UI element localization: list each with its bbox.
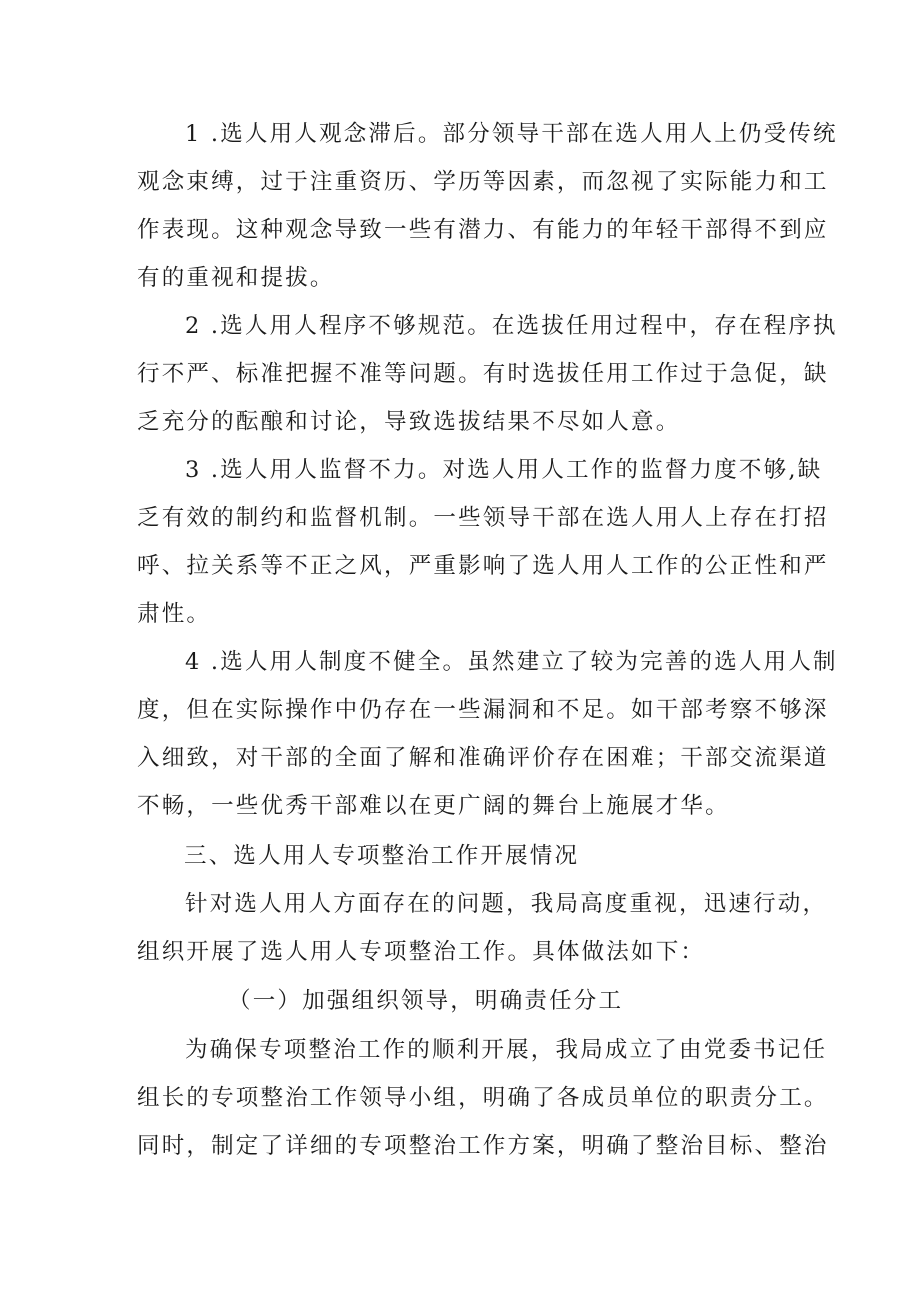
paragraph-2-line-1: 2 .选人用人程序不够规范。在选拔任用过程中，存在程序执 xyxy=(185,313,838,339)
paragraph-1-line-1: 1 .选人用人观念滞后。部分领导干部在选人用人上仍受传统 xyxy=(185,121,838,147)
paragraph-4-line-2: 度，但在实际操作中仍存在一些漏洞和不足。如干部考察不够深 xyxy=(137,697,829,723)
paragraph-6-line-3: 同时，制定了详细的专项整治工作方案，明确了整治目标、整治 xyxy=(137,1133,829,1159)
paragraph-1-line-2: 观念束缚，过于注重资历、学历等因素，而忽视了实际能力和工 xyxy=(137,169,829,195)
paragraph-5-line-1: 针对选人用人方面存在的问题，我局高度重视，迅速行动， xyxy=(185,891,828,917)
paragraph-1-line-3: 作表现。这种观念导致一些有潜力、有能力的年轻干部得不到应 xyxy=(137,217,829,243)
paragraph-4-line-1: 4 .选人用人制度不健全。虽然建立了较为完善的选人用人制 xyxy=(185,649,838,675)
paragraph-3-line-1: 3 .选人用人监督不力。对选人用人工作的监督力度不够,缺 xyxy=(185,457,823,483)
paragraph-2-line-3: 乏充分的酝酿和讨论，导致选拔结果不尽如人意。 xyxy=(137,409,681,435)
paragraph-2-line-2: 行不严、标准把握不准等问题。有时选拔任用工作过于急促，缺 xyxy=(137,361,829,387)
paragraph-3-line-4: 肃性。 xyxy=(137,601,212,627)
paragraph-6-line-2: 组长的专项整治工作领导小组，明确了各成员单位的职责分工。 xyxy=(137,1085,829,1111)
paragraph-6-line-1: 为确保专项整治工作的顺利开展，我局成立了由党委书记任 xyxy=(185,1037,828,1063)
subheading-1: （一）加强组织领导，明确责任分工 xyxy=(228,988,624,1014)
paragraph-3-line-2: 乏有效的制约和监督机制。一些领导干部在选人用人上存在打招 xyxy=(137,505,829,531)
paragraph-1-line-4: 有的重视和提拔。 xyxy=(137,265,335,291)
section-heading-3: 三、选人用人专项整治工作开展情况 xyxy=(184,843,580,869)
paragraph-5-line-2: 组织开展了选人用人专项整治工作。具体做法如下： xyxy=(137,939,706,965)
paragraph-3-line-3: 呼、拉关系等不正之风，严重影响了选人用人工作的公正性和严 xyxy=(137,553,829,579)
paragraph-4-line-3: 入细致，对干部的全面了解和准确评价存在困难；干部交流渠道 xyxy=(137,745,829,771)
paragraph-4-line-4: 不畅，一些优秀干部难以在更广阔的舞台上施展才华。 xyxy=(137,793,730,819)
